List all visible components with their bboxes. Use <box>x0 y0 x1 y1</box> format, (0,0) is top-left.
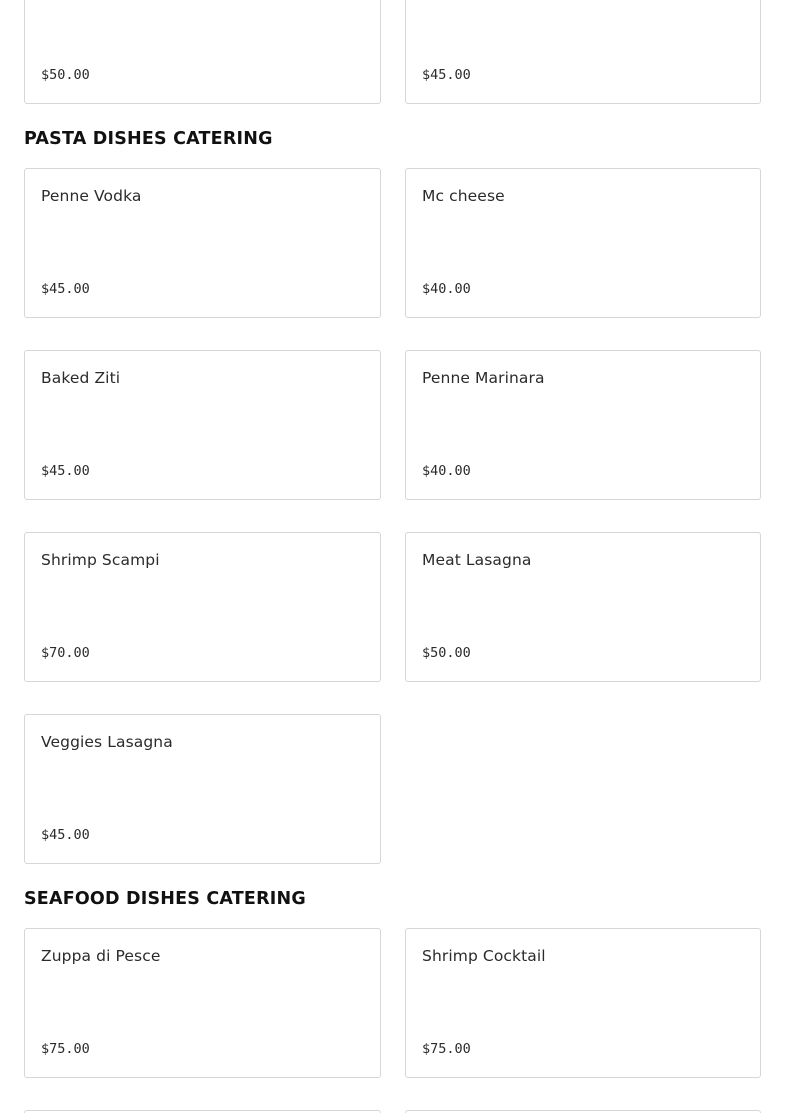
menu-item-card[interactable] <box>24 350 381 500</box>
menu-item-price: $40.00 <box>422 463 471 479</box>
menu-item-card[interactable] <box>24 714 381 864</box>
menu-item-card[interactable] <box>405 0 761 104</box>
menu-item-card[interactable] <box>405 532 761 682</box>
menu-item-name: Zuppa di Pesce <box>41 947 161 965</box>
menu-item-price: $70.00 <box>41 645 90 661</box>
menu-item-name: Shrimp Scampi <box>41 551 160 569</box>
section-title-seafood: SEAFOOD DISHES CATERING <box>24 889 306 909</box>
menu-item-price: $50.00 <box>41 67 90 83</box>
menu-item-name: Veggies Lasagna <box>41 733 173 751</box>
menu-item-card[interactable] <box>24 168 381 318</box>
menu-item-price: $50.00 <box>422 645 471 661</box>
menu-item-card[interactable] <box>405 350 761 500</box>
menu-item-price: $45.00 <box>41 463 90 479</box>
menu-item-name: Penne Marinara <box>422 369 545 387</box>
menu-item-price: $45.00 <box>41 281 90 297</box>
menu-item-name: Shrimp Cocktail <box>422 947 546 965</box>
menu-item-price: $45.00 <box>422 67 471 83</box>
section-title-pasta: PASTA DISHES CATERING <box>24 129 273 149</box>
menu-item-name: Meat Lasagna <box>422 551 532 569</box>
menu-item-name: Penne Vodka <box>41 187 142 205</box>
menu-item-name: Mc cheese <box>422 187 505 205</box>
menu-item-price: $75.00 <box>422 1041 471 1057</box>
menu-item-price: $40.00 <box>422 281 471 297</box>
menu-item-card[interactable] <box>405 168 761 318</box>
menu-item-card[interactable] <box>24 928 381 1078</box>
menu-item-price: $45.00 <box>41 827 90 843</box>
menu-item-card[interactable] <box>405 928 761 1078</box>
menu-item-name: Baked Ziti <box>41 369 121 387</box>
menu-item-price: $75.00 <box>41 1041 90 1057</box>
menu-item-card[interactable] <box>24 0 381 104</box>
menu-item-card[interactable] <box>24 532 381 682</box>
